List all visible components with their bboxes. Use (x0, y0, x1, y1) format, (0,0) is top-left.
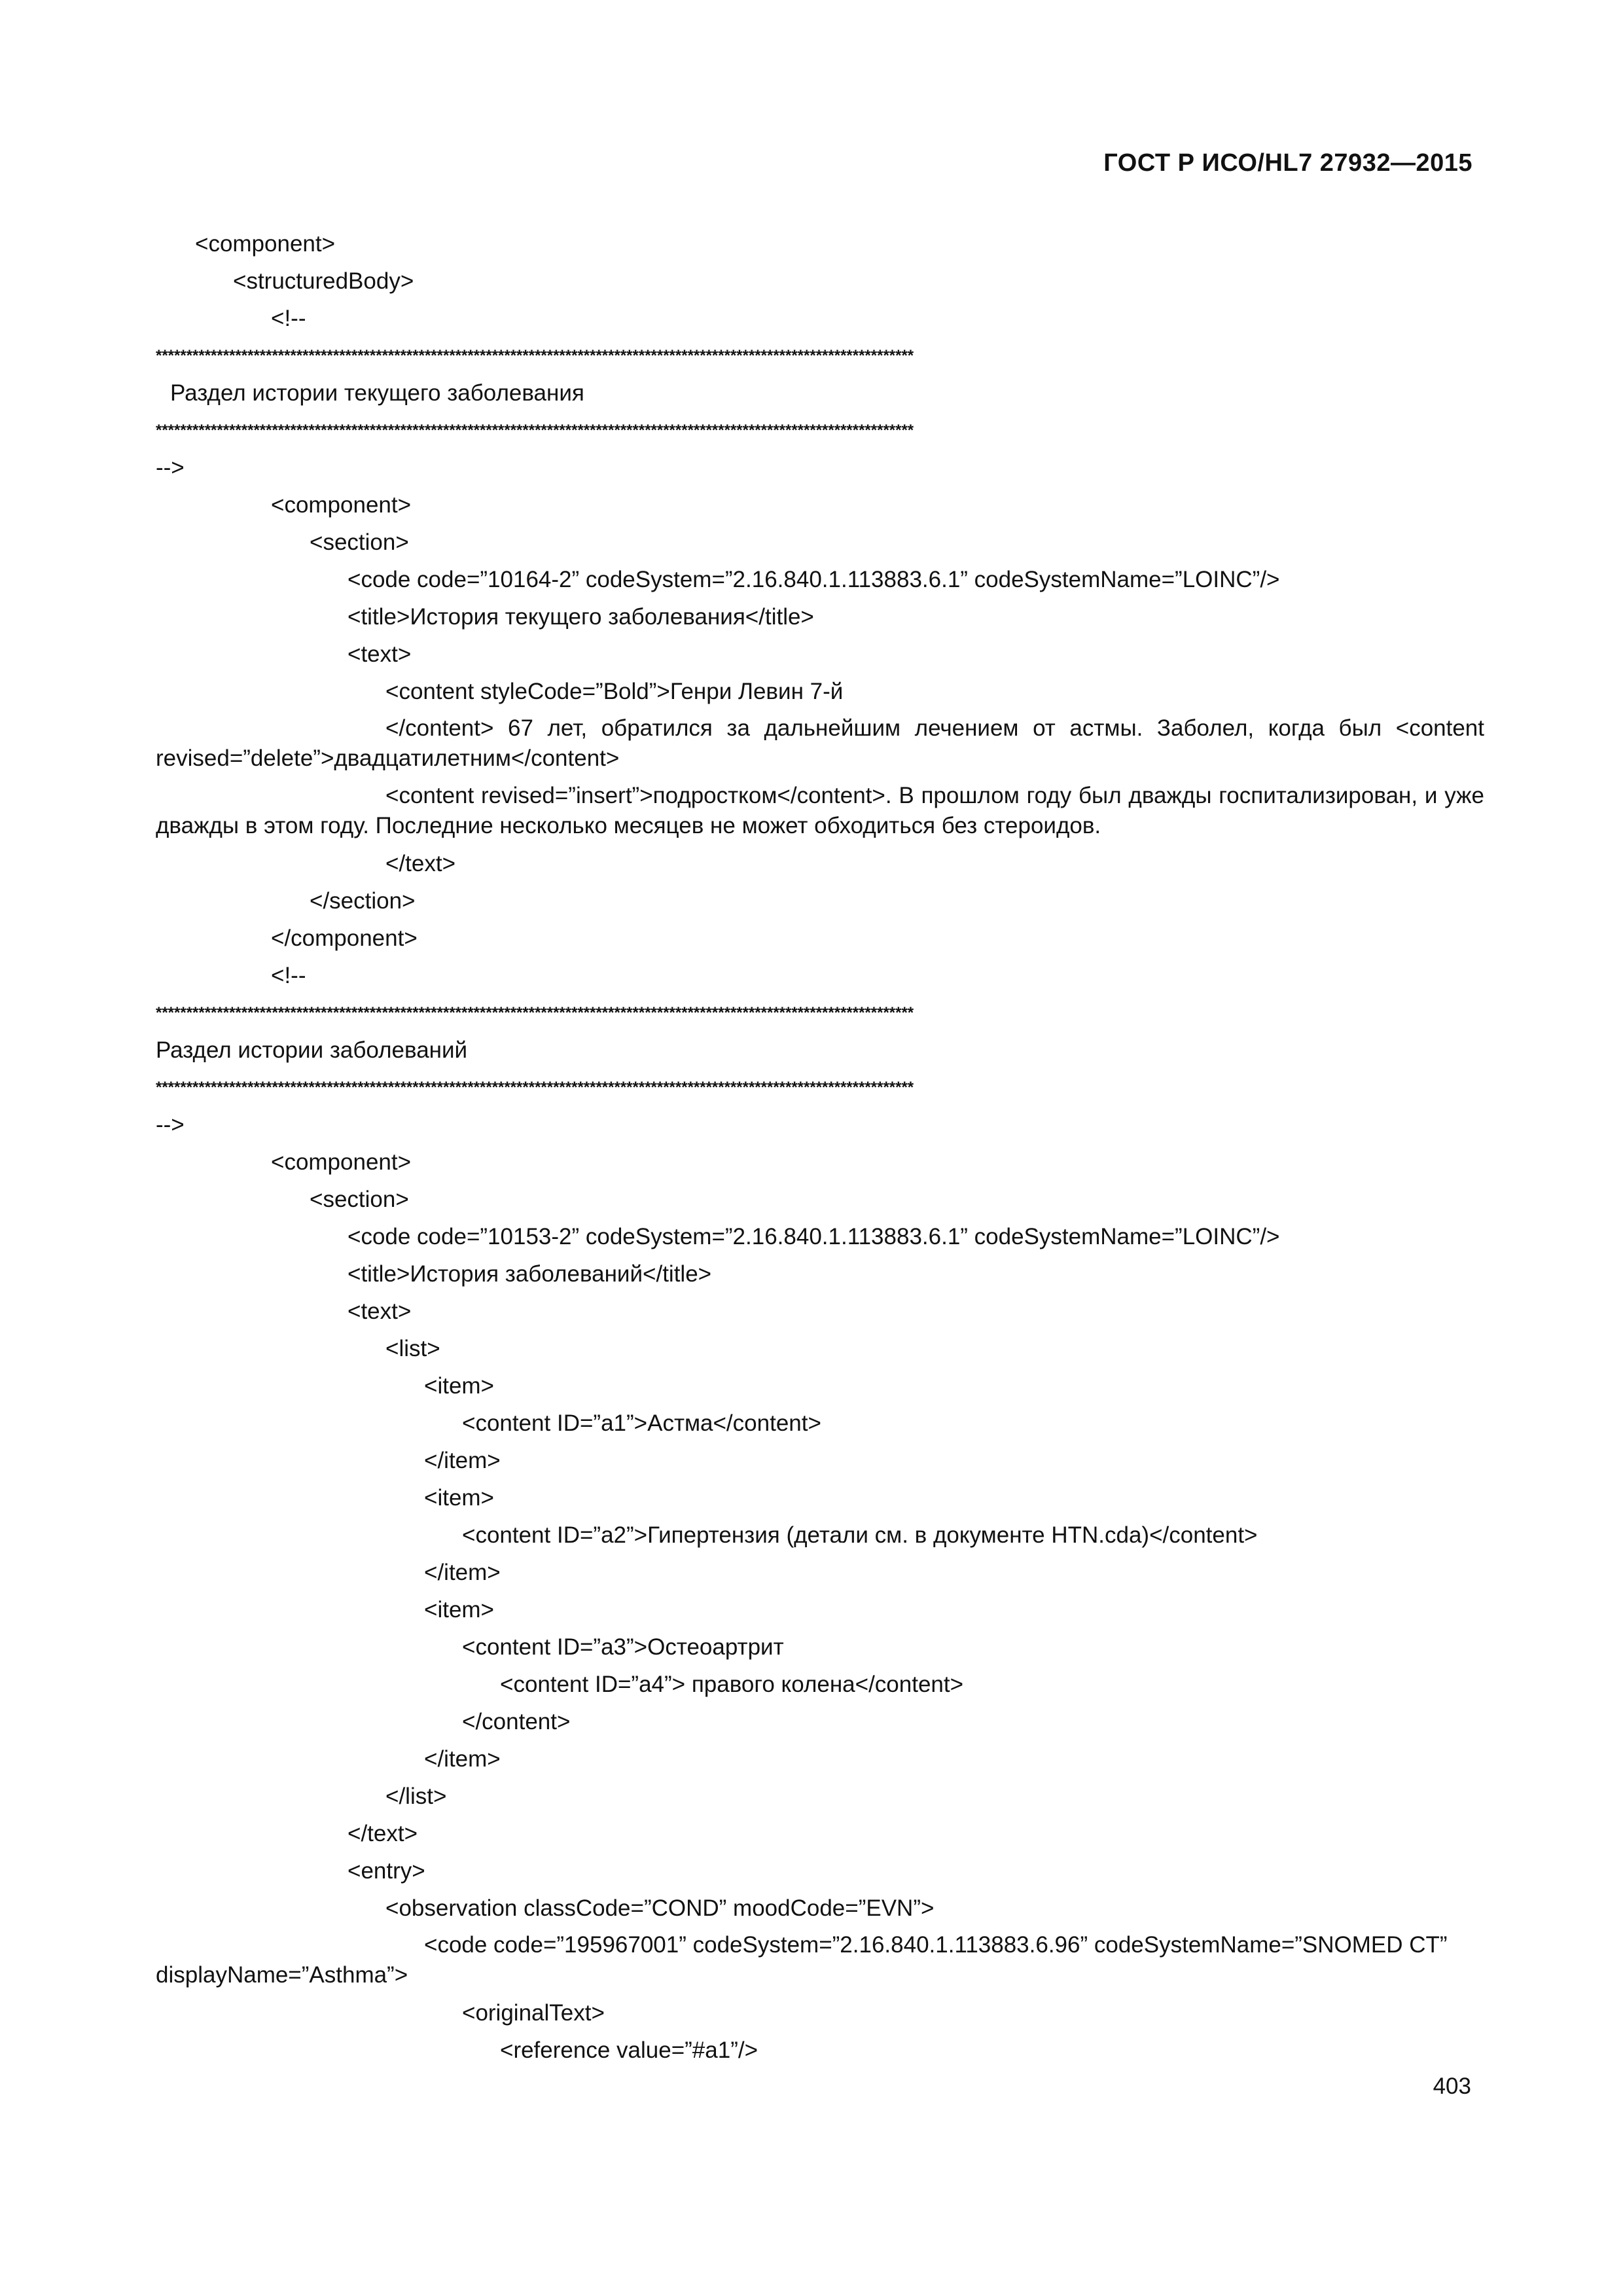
code-line: <component> (271, 1149, 412, 1175)
code-line: <component> (271, 492, 412, 518)
code-line: <section> (310, 1187, 409, 1212)
code-line: <content ID=”a3”>Остеоартрит (462, 1634, 784, 1660)
code-line: <!-- (271, 963, 306, 988)
code-line: <reference value=”#a1”/> (500, 2037, 758, 2063)
page-number: 403 (1433, 2073, 1471, 2099)
code-line: <content ID=”a2”>Гипертензия (детали см. в документе HTN.cda)</content> (462, 1522, 1258, 1548)
code-line: <content ID=”a1”>Астма</content> (462, 1410, 821, 1436)
code-line: <observation classCode=”COND” moodCode=”EVN”> (385, 1895, 935, 1921)
code-line: </content> (462, 1709, 571, 1734)
code-line: </item> (424, 1746, 501, 1772)
code-line: <content styleCode=”Bold”>Генри Левин 7-й (385, 679, 844, 704)
code-line: <section> (310, 529, 409, 555)
code-line: <item> (424, 1597, 494, 1623)
code-line: <title>История заболеваний</title> (348, 1261, 712, 1287)
code-line: </list> (385, 1784, 447, 1809)
code-paragraph (156, 1927, 1484, 1994)
code-line: </component> (271, 925, 418, 951)
code-line: <originalText> (462, 2000, 605, 2026)
code-line: </section> (310, 888, 416, 914)
code-paragraph (156, 778, 1484, 845)
code-line: <code code=”10153-2” codeSystem=”2.16.840.1.113883.6.1” codeSystemName=”LOINC”/> (348, 1224, 1280, 1249)
code-line: </text> (348, 1821, 418, 1846)
section-comment-title: Раздел истории заболеваний (156, 1037, 468, 1063)
comment-separator: **************************************************************************************************************************** (156, 422, 914, 439)
code-paragraph-text: <content revised=”insert”>подростком</content>. В прошлом году был дважды госпитализирован, и уже дважды в этом году. Последние несколько месяцев не может обходиться без стероидов. (156, 783, 1484, 838)
code-line: <text> (348, 1299, 412, 1324)
code-line: <list> (385, 1336, 440, 1361)
comment-separator: **************************************************************************************************************************** (156, 1004, 914, 1022)
code-line: <component> (195, 231, 336, 257)
code-line: </item> (424, 1448, 501, 1473)
code-line: <text> (348, 641, 412, 667)
code-line: <title>История текущего заболевания</title> (348, 604, 814, 630)
code-paragraph-text: <code code=”195967001” codeSystem=”2.16.840.1.113883.6.96” codeSystemName=”SNOMED CT” displayName=”Asthma”> (156, 1932, 1448, 1988)
code-line: </text> (385, 851, 456, 876)
section-comment-title: Раздел истории текущего заболевания (170, 380, 584, 406)
code-line: <entry> (348, 1858, 425, 1884)
document-body (156, 225, 1484, 2069)
code-paragraph (156, 710, 1484, 778)
code-line: <item> (424, 1485, 494, 1511)
comment-separator: **************************************************************************************************************************** (156, 347, 914, 365)
code-line: <code code=”10164-2” codeSystem=”2.16.840.1.113883.6.1” codeSystemName=”LOINC”/> (348, 567, 1280, 592)
code-paragraph-text: </content> 67 лет, обратился за дальнейшим лечением от астмы. Заболел, когда был <content revised=”delete”>двадцатилетним</content> (156, 715, 1484, 771)
code-line: <!-- (271, 306, 306, 331)
comment-separator: **************************************************************************************************************************** (156, 1079, 914, 1096)
code-line: <content ID=”a4”> правого колена</content> (500, 1672, 964, 1697)
code-line: --> (156, 1112, 185, 1138)
code-line: <structuredBody> (233, 268, 414, 294)
document-header-standard: ГОСТ Р ИСО/HL7 27932—2015 (1103, 149, 1472, 177)
code-line: </item> (424, 1560, 501, 1585)
code-line: --> (156, 455, 185, 480)
code-line: <item> (424, 1373, 494, 1399)
